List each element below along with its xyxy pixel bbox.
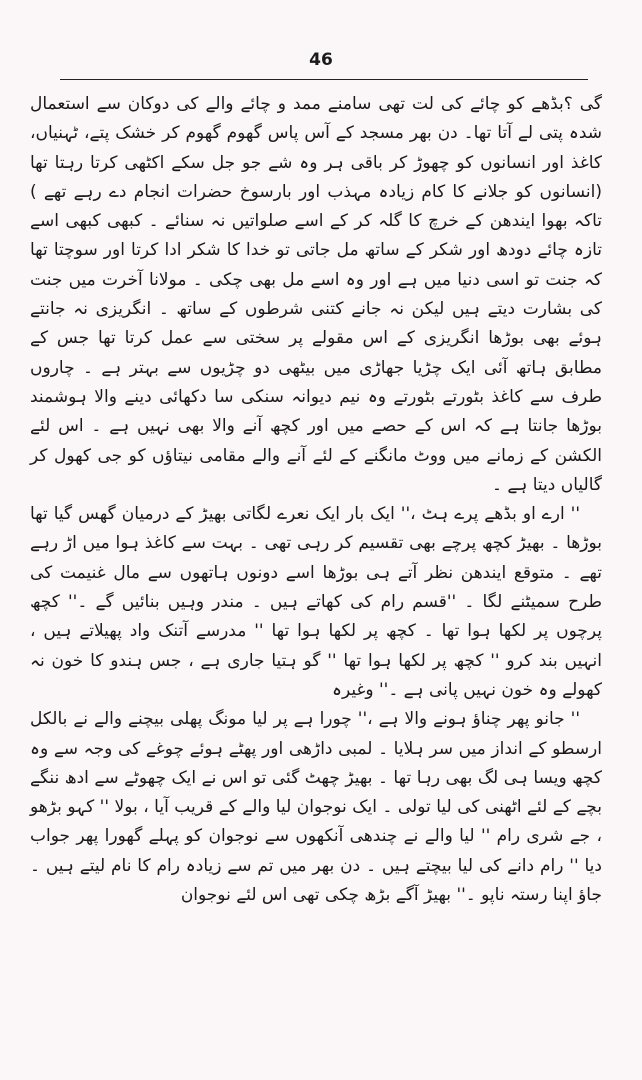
body-text: [30, 90, 602, 910]
paragraph-2: '' ارے او بڈھے پرے ہٹ ،'' ایک بار ایک نعرے لگاتی بھیڑ کے درمیان گھس گیا تھا بوڑھا ۔ بھیڑ کچھ پرچے بھی تقسیم کر رہی تھی ۔ بہت سے کاغذ ہوا میں اڑ رہے تھے ۔ متوقع ایندھن نظر آتے ہی بوڑھا اسے دونوں ہاتھوں سے مال غنیمت کی طرح سمیٹنے لگا ۔ ''قسم رام کی کھاتے ہیں ۔ مندر وہیں بنائیں گے ۔'' کچھ پرچوں پر لکھا ہوا تھا ۔ کچھ پر لکھا ہوا تھا '' مدرسے آتنک واد پھیلاتے ہیں ، انہیں بند کرو '' کچھ پر لکھا ہوا تھا '' گو ہتیا جاری ہے ، جس ہندو کا خون نہ کھولے وہ خون نہیں پانی ہے ۔'' وغیرہ: [30, 504, 602, 700]
page-number: 46: [309, 50, 333, 70]
paragraph-3: '' جانو پھر چناؤ ہونے والا ہے ،'' چورا ہے پر لیا مونگ پھلی بیچنے والے نے بالکل ارسطو کے انداز میں سر ہلایا ۔ لمبی داڑھی اور پھٹے ہوئے چوغے کی وجہ سے وہ کچھ ویسا ہی لگ بھی رہا تھا ۔ بھیڑ چھٹ گئی تو اس نے ایک چھوٹے سے ادھ ننگے بچے کے لئے اٹھنی کی لیا تولی ۔ ایک نوجوان لیا والے کے قریب آیا ، بولا '' کہو بڑھو ، جے شری رام '' لیا والے نے چندھی آنکھوں سے نوجوان کو پہلے گھورا پھر جواب دیا '' رام دانے کی لیا بیچتے ہیں ۔ دن بھر میں تم سے زیادہ رام کا نام لیتے ہیں ۔ جاؤ اپنا رستہ ناپو ۔'' بھیڑ آگے بڑھ چکی تھی اس لئے نوجوان: [30, 709, 602, 906]
header-rule: [60, 79, 588, 80]
paragraph-1: گی ؟بڈھے کو چائے کی لت تھی سامنے ممد و چائے والے کی دوکان سے استعمال شدہ پتی لے آتا تھا۔ دن بھر مسجد کے آس پاس گھوم گھوم کر خشک پتے، ٹہنیاں، کاغذ اور انسانوں کو چھوڑ کر باقی ہر وہ شے جو جل سکے اکٹھی کرتا رہتا تھا (انسانوں کو جلانے کا کام زیادہ مہذب اور بارسوخ حضرات انجام دے رہے تھے ) تاکہ بھوا ایندھن کے خرچ کا گلہ کر کے اسے صلواتیں نہ سنائے ۔ کبھی کبھی اسے تازہ چائے دودھ اور شکر کے ساتھ مل جاتی تو خدا کا شکر ادا کرتا اور سوچتا تھا کہ جنت تو اسی دنیا میں ہے اور وہ اسے مل بھی چکی ۔ مولانا آخرت میں جنت کی بشارت دیتے ہیں لیکن نہ جانے کتنی شرطوں کے ساتھ ۔ انگریزی نہ جانتے ہوئے بھی بوڑھا انگریزی کے اس مقولے پر سختی سے عمل کرتا تھا جس کے مطابق ہاتھ آئی ایک چڑیا جھاڑی میں بیٹھی دو چڑیوں سے بہتر ہے ۔ چاروں طرف سے کاغذ بٹورتے بٹورتے وہ نیم دیوانہ سنکی سا دکھائی دینے والا ہوشمند بوڑھا جانتا ہے کہ اس کے حصے میں اور کچھ آنے والا بھی نہیں ہے ۔ اس لئے الکشن کے زمانے میں ووٹ مانگنے کے لئے آنے والے مقامی نیتاؤں کو جی کھول کر گالیاں دیتا ہے ۔: [30, 94, 602, 495]
